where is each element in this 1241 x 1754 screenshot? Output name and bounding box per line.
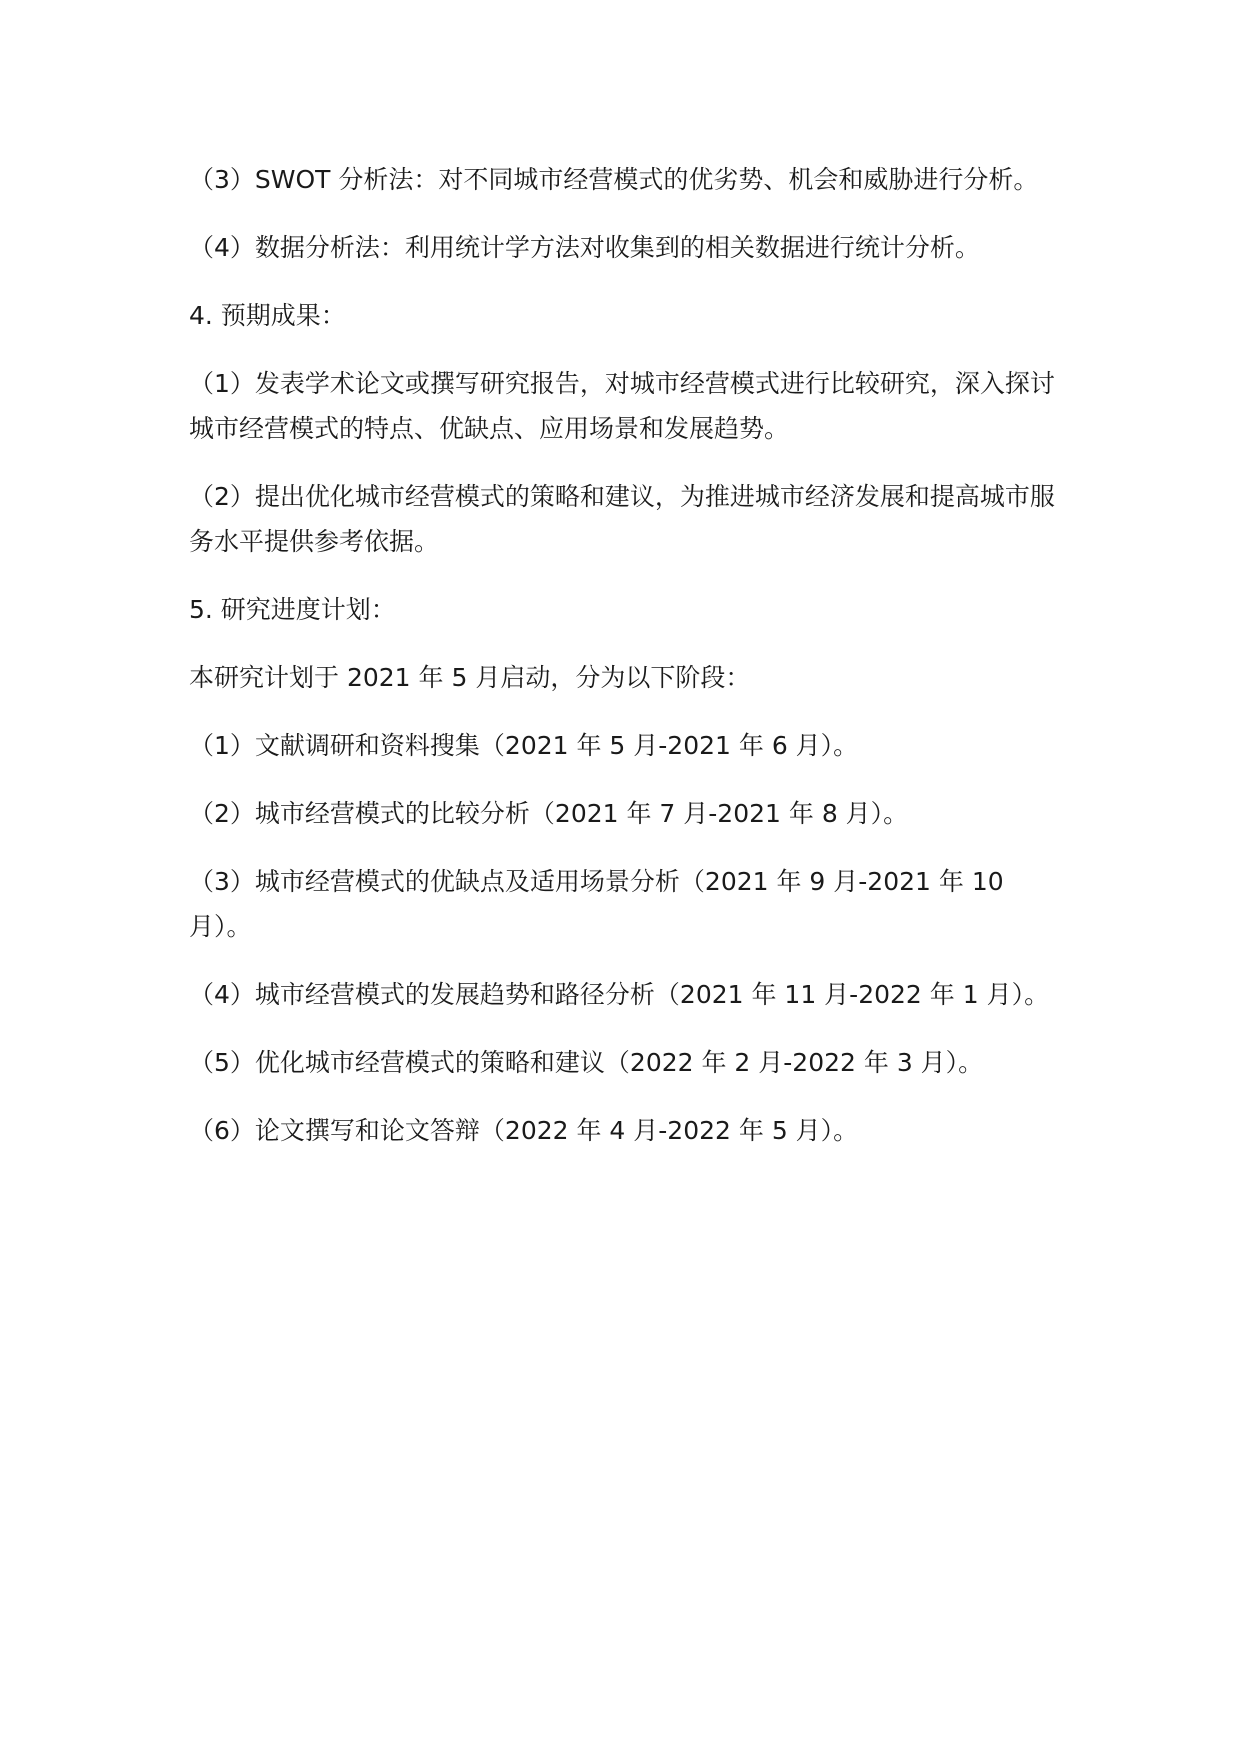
schedule-stage-1: （1）文献调研和资料搜集（2021 年 5 月-2021 年 6 月）。: [189, 731, 859, 760]
schedule-stage-6: （6）论文撰写和论文答辩（2022 年 4 月-2022 年 5 月）。: [189, 1116, 859, 1145]
schedule-stage-3: （3）城市经营模式的优缺点及适用场景分析（2021 年 9 月-2021 年 10 月）。: [189, 867, 1004, 941]
paragraph-schedule-intro: 本研究计划于 2021 年 5 月启动，分为以下阶段：: [189, 663, 751, 692]
document-body: [189, 157, 1061, 1176]
section-heading-schedule: 5. 研究进度计划：: [189, 595, 396, 624]
section-heading-expected-results: 4. 预期成果：: [189, 301, 346, 330]
paragraph-data-analysis-method: （4）数据分析法：利用统计学方法对收集到的相关数据进行统计分析。: [189, 233, 980, 262]
schedule-stage-4: （4）城市经营模式的发展趋势和路径分析（2021 年 11 月-2022 年 1 月）。: [189, 980, 1050, 1009]
paragraph-expected-result-1: （1）发表学术论文或撰写研究报告，对城市经营模式进行比较研究，深入探讨城市经营模式的特点、优缺点、应用场景和发展趋势。: [189, 369, 1055, 443]
schedule-stage-5: （5）优化城市经营模式的策略和建议（2022 年 2 月-2022 年 3 月）。: [189, 1048, 984, 1077]
schedule-stage-2: （2）城市经营模式的比较分析（2021 年 7 月-2021 年 8 月）。: [189, 799, 909, 828]
paragraph-swot-method: （3）SWOT 分析法：对不同城市经营模式的优劣势、机会和威胁进行分析。: [189, 165, 1039, 194]
paragraph-expected-result-2: （2）提出优化城市经营模式的策略和建议，为推进城市经济发展和提高城市服务水平提供参考依据。: [189, 482, 1055, 556]
